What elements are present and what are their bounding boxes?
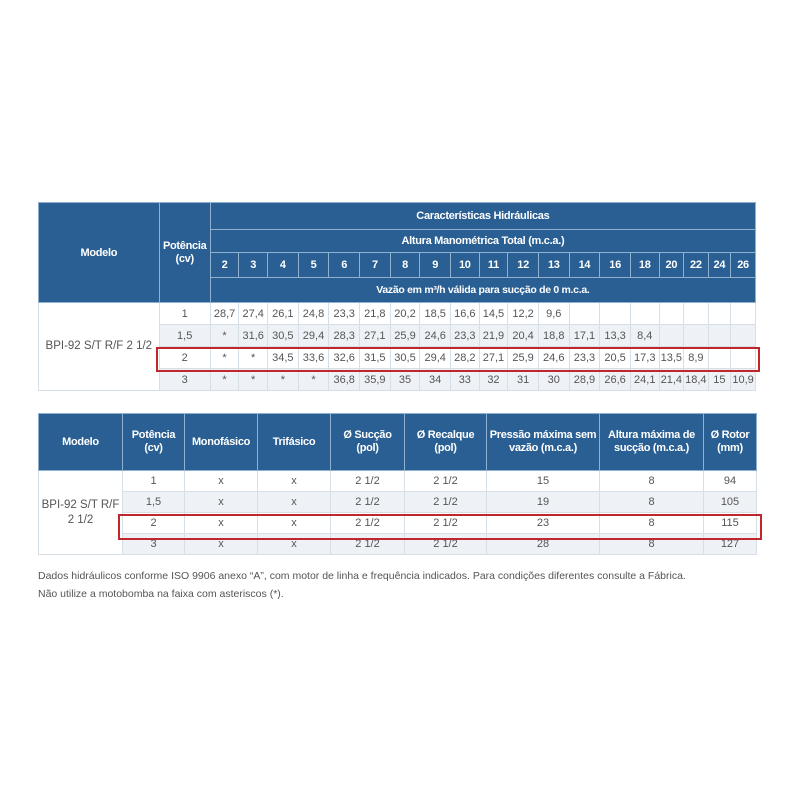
max-suction-height-cell: 8	[600, 513, 704, 534]
flow-value-cell: 26,1	[268, 303, 299, 325]
discharge-diameter-cell: 2 1/2	[405, 513, 487, 534]
flow-value-cell: 28,9	[569, 369, 600, 391]
flow-value-cell: 23,3	[451, 325, 480, 347]
footnote-asterisk: Não utilize a motobomba na faixa com asteriscos (*).	[38, 588, 284, 600]
head-height-cell: 24	[708, 253, 730, 278]
table-row	[39, 471, 757, 492]
rotor-diameter-cell: 94	[704, 471, 757, 492]
flow-value-cell: *	[268, 369, 299, 391]
max-suction-height-cell: 8	[600, 492, 704, 513]
flow-value-cell: 23,3	[329, 303, 360, 325]
flow-value-cell: *	[210, 347, 239, 369]
head-height-cell: 18	[630, 253, 659, 278]
flow-value-cell: 25,9	[390, 325, 420, 347]
power-header: Potência (cv)	[123, 414, 185, 471]
max-suction-height-cell: 8	[600, 534, 704, 555]
discharge-diameter-cell: 2 1/2	[405, 534, 487, 555]
model-name-cell: BPI-92 S/T R/F 2 1/2	[39, 303, 160, 391]
flow-value-cell: 13,3	[600, 325, 631, 347]
footnotes	[38, 567, 778, 603]
flow-value-cell: 17,1	[569, 325, 600, 347]
flow-value-cell: 25,9	[508, 347, 539, 369]
suction-diameter-cell: 2 1/2	[331, 492, 405, 513]
three-phase-cell: x	[258, 471, 331, 492]
max-pressure-header: Pressão máxima sem vazão (m.c.a.)	[487, 414, 600, 471]
table-row	[39, 513, 757, 534]
flow-value-cell	[731, 303, 756, 325]
three-phase-header: Trifásico	[258, 414, 331, 471]
max-pressure-cell: 19	[487, 492, 600, 513]
single-phase-cell: x	[185, 471, 258, 492]
flow-value-cell: *	[210, 325, 239, 347]
flow-value-cell: 32,6	[329, 347, 360, 369]
head-height-cell: 7	[360, 253, 391, 278]
power-cell: 2	[123, 513, 185, 534]
flow-value-cell: 20,2	[390, 303, 420, 325]
flow-value-cell: 20,4	[508, 325, 539, 347]
rotor-diameter-cell: 115	[704, 513, 757, 534]
flow-value-cell	[659, 325, 684, 347]
flow-value-cell: 20,5	[600, 347, 631, 369]
flow-value-cell	[569, 303, 600, 325]
head-height-cell: 9	[420, 253, 451, 278]
flow-value-cell: 9,6	[538, 303, 569, 325]
discharge-diameter-cell: 2 1/2	[405, 492, 487, 513]
single-phase-cell: x	[185, 513, 258, 534]
suction-diameter-cell: 2 1/2	[331, 471, 405, 492]
head-height-cell: 5	[298, 253, 329, 278]
flow-value-cell: 23,3	[569, 347, 600, 369]
flow-value-cell: 21,4	[659, 369, 684, 391]
single-phase-cell: x	[185, 492, 258, 513]
power-cell: 1,5	[159, 325, 210, 347]
hydraulic-characteristics-table	[38, 202, 756, 391]
model-header: Modelo	[39, 414, 123, 471]
flow-value-cell	[708, 347, 730, 369]
flow-value-cell: 24,6	[538, 347, 569, 369]
suction-diameter-cell: 2 1/2	[331, 534, 405, 555]
flow-header: Vazão em m³/h válida para sucção de 0 m.c.a.	[210, 278, 755, 303]
table-row	[39, 303, 756, 325]
flow-value-cell	[731, 347, 756, 369]
max-pressure-cell: 28	[487, 534, 600, 555]
flow-value-cell: 15	[708, 369, 730, 391]
head-height-cell: 2	[210, 253, 239, 278]
flow-value-cell	[630, 303, 659, 325]
flow-value-cell: 34,5	[268, 347, 299, 369]
flow-value-cell: 34	[420, 369, 451, 391]
head-height-cell: 13	[538, 253, 569, 278]
suction-diameter-cell: 2 1/2	[331, 513, 405, 534]
rotor-diameter-cell: 127	[704, 534, 757, 555]
flow-value-cell: 28,7	[210, 303, 239, 325]
head-height-cell: 20	[659, 253, 684, 278]
flow-value-cell: 30	[538, 369, 569, 391]
max-pressure-cell: 15	[487, 471, 600, 492]
head-height-cell: 8	[390, 253, 420, 278]
flow-value-cell: *	[239, 369, 268, 391]
flow-value-cell: *	[239, 347, 268, 369]
rotor-diameter-header: Ø Rotor (mm)	[704, 414, 757, 471]
three-phase-cell: x	[258, 513, 331, 534]
flow-value-cell: 27,1	[360, 325, 391, 347]
flow-value-cell	[708, 303, 730, 325]
flow-value-cell	[684, 325, 709, 347]
flow-value-cell: 28,2	[451, 347, 480, 369]
flow-value-cell: 36,8	[329, 369, 360, 391]
power-cell: 1	[159, 303, 210, 325]
discharge-diameter-header: Ø Recalque (pol)	[405, 414, 487, 471]
max-pressure-cell: 23	[487, 513, 600, 534]
power-cell: 3	[123, 534, 185, 555]
flow-value-cell: 24,6	[420, 325, 451, 347]
flow-value-cell: 29,4	[298, 325, 329, 347]
flow-value-cell: 32	[479, 369, 508, 391]
max-suction-height-header: Altura máxima de sucção (m.c.a.)	[600, 414, 704, 471]
head-height-cell: 22	[684, 253, 709, 278]
flow-value-cell	[600, 303, 631, 325]
three-phase-cell: x	[258, 534, 331, 555]
flow-value-cell: 18,8	[538, 325, 569, 347]
three-phase-cell: x	[258, 492, 331, 513]
rotor-diameter-cell: 105	[704, 492, 757, 513]
flow-value-cell	[708, 325, 730, 347]
flow-value-cell	[659, 303, 684, 325]
group-header: Características Hidráulicas	[210, 203, 755, 230]
flow-value-cell: 12,2	[508, 303, 539, 325]
flow-value-cell: 35,9	[360, 369, 391, 391]
flow-value-cell: 24,1	[630, 369, 659, 391]
power-cell: 3	[159, 369, 210, 391]
flow-value-cell: 13,5	[659, 347, 684, 369]
flow-value-cell: 26,6	[600, 369, 631, 391]
max-suction-height-cell: 8	[600, 471, 704, 492]
head-height-cell: 14	[569, 253, 600, 278]
model-name-cell: BPI-92 S/T R/F 2 1/2	[39, 471, 123, 555]
flow-value-cell: 35	[390, 369, 420, 391]
power-header: Potência (cv)	[159, 203, 210, 303]
flow-value-cell: 8,4	[630, 325, 659, 347]
power-cell: 2	[159, 347, 210, 369]
head-height-cell: 26	[731, 253, 756, 278]
head-height-cell: 16	[600, 253, 631, 278]
flow-value-cell: 21,8	[360, 303, 391, 325]
flow-value-cell: 14,5	[479, 303, 508, 325]
flow-value-cell: 18,5	[420, 303, 451, 325]
suction-diameter-header: Ø Sucção (pol)	[331, 414, 405, 471]
power-cell: 1,5	[123, 492, 185, 513]
head-height-cell: 3	[239, 253, 268, 278]
flow-value-cell: 30,5	[390, 347, 420, 369]
flow-value-cell: 17,3	[630, 347, 659, 369]
head-height-cell: 4	[268, 253, 299, 278]
flow-value-cell: 33,6	[298, 347, 329, 369]
flow-value-cell: 31,5	[360, 347, 391, 369]
flow-value-cell: 18,4	[684, 369, 709, 391]
specifications-table	[38, 413, 757, 555]
model-header: Modelo	[39, 203, 160, 303]
flow-value-cell: 30,5	[268, 325, 299, 347]
flow-value-cell: 8,9	[684, 347, 709, 369]
flow-value-cell: 33	[451, 369, 480, 391]
head-height-cell: 11	[479, 253, 508, 278]
flow-value-cell: 21,9	[479, 325, 508, 347]
flow-value-cell	[684, 303, 709, 325]
flow-value-cell: 28,3	[329, 325, 360, 347]
flow-value-cell: 31,6	[239, 325, 268, 347]
total-head-header: Altura Manométrica Total (m.c.a.)	[210, 230, 755, 253]
discharge-diameter-cell: 2 1/2	[405, 471, 487, 492]
flow-value-cell: 29,4	[420, 347, 451, 369]
power-cell: 1	[123, 471, 185, 492]
table-row	[39, 492, 757, 513]
flow-value-cell: *	[210, 369, 239, 391]
single-phase-cell: x	[185, 534, 258, 555]
head-height-cell: 6	[329, 253, 360, 278]
flow-value-cell: 27,1	[479, 347, 508, 369]
head-height-cell: 10	[451, 253, 480, 278]
table-row	[39, 534, 757, 555]
flow-value-cell: 16,6	[451, 303, 480, 325]
single-phase-header: Monofásico	[185, 414, 258, 471]
head-height-cell: 12	[508, 253, 539, 278]
flow-value-cell: 24,8	[298, 303, 329, 325]
flow-value-cell	[731, 325, 756, 347]
flow-value-cell: 31	[508, 369, 539, 391]
footnote-iso: Dados hidráulicos conforme ISO 9906 anexo “A”, com motor de linha e frequência indicados. Para condições diferentes consulte a Fábrica.	[38, 570, 686, 582]
flow-value-cell: *	[298, 369, 329, 391]
flow-value-cell: 27,4	[239, 303, 268, 325]
flow-value-cell: 10,9	[731, 369, 756, 391]
